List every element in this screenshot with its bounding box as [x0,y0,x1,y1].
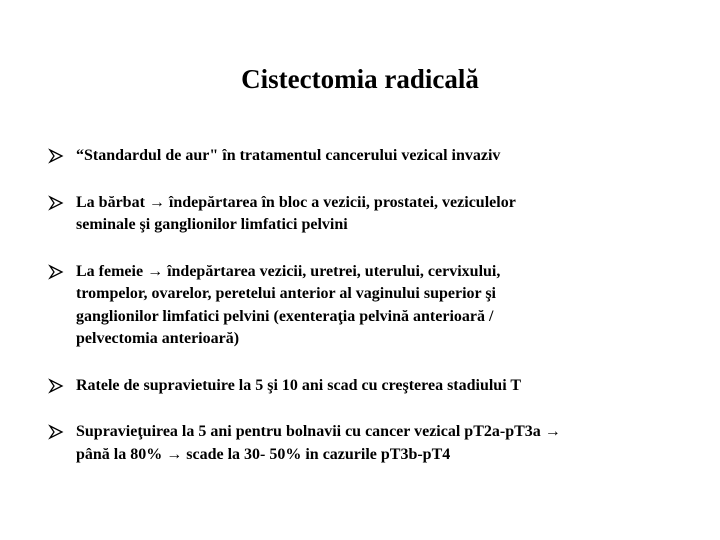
arrowhead-bullet-icon [48,145,70,167]
bullet-text-line: pelvectomia anterioară) [76,330,240,347]
bullet-item [48,421,698,466]
bullet-text-line: până la 80% → scade la 30- 50% in cazurile pT3b-pT4 [76,445,451,463]
bullet-text-line: trompelor, ovarelor, peretelui anterior al vaginului superior şi [76,285,496,302]
bullet-item [48,261,698,351]
bullet-text-line: La bărbat → îndepărtarea în bloc a vezicii, prostatei, veziculelor [76,193,516,211]
arrowhead-bullet-icon [48,421,70,443]
bullet-text-line: Supravieţuirea la 5 ani pentru bolnavii cu cancer vezical pT2a-pT3a → [76,423,561,440]
bullet-text-line: seminale şi ganglionilor limfatici pelvini [76,216,348,233]
slide-title: Cistectomia radicală [241,64,479,94]
bullet-text-line: Ratele de supravietuire la 5 şi 10 ani scad cu creşterea stadiului T [76,376,522,394]
arrowhead-bullet-icon [48,375,70,397]
arrowhead-bullet-icon [48,192,70,214]
bullet-text-line: La femeie → îndepărtarea vezicii, uretrei, uterului, cervixului, [76,262,501,280]
bullet-list [48,145,698,466]
bullet-text-line: ganglionilor limfatici pelvini (exenteraţia pelvină anterioară / [76,307,494,325]
bullet-item [48,192,698,237]
bullet-text-line: “Standardul de aur" în tratamentul cancerului vezical invaziv [76,147,501,164]
arrowhead-bullet-icon [48,261,70,283]
bullet-item [48,145,698,168]
bullet-item [48,375,698,398]
